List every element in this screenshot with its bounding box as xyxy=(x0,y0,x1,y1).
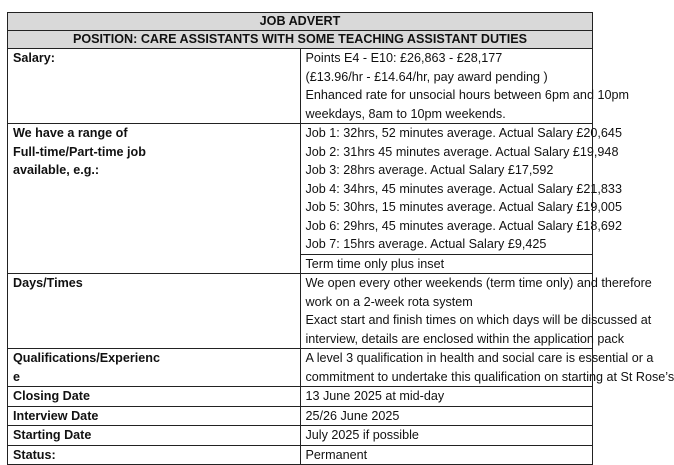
qualifications-row xyxy=(8,349,593,387)
job-item: Job 2: 31hrs 45 minutes average. Actual Salary £19,948 xyxy=(305,144,619,159)
starting-date-row xyxy=(8,426,593,446)
document-title: JOB ADVERT xyxy=(8,13,593,31)
job-item: Job 7: 15hrs average. Actual Salary £9,425 xyxy=(305,237,547,251)
jobs-label-line: We have a range of xyxy=(13,126,128,140)
days-line: We open every other weekends (term time only) and therefore xyxy=(305,276,652,290)
days-line: interview, details are enclosed within the application pack xyxy=(305,331,625,346)
position-heading: POSITION: CARE ASSISTANTS WITH SOME TEACHING ASSISTANT DUTIES xyxy=(8,31,593,49)
days-line: work on a 2-week rota system xyxy=(305,294,473,309)
job-item: Job 6: 29hrs, 45 minutes average. Actual Salary £18,692 xyxy=(305,218,622,233)
status-row xyxy=(8,445,593,465)
jobs-list xyxy=(300,124,622,274)
starting-date-label: Starting Date xyxy=(8,426,301,446)
salary-label: Salary: xyxy=(8,49,301,124)
status-label: Status: xyxy=(8,445,301,465)
qualifications-label xyxy=(8,349,301,387)
title-row xyxy=(8,13,593,31)
salary-line: Points E4 - E10: £26,863 - £28,177 xyxy=(305,51,503,65)
job-advert-table xyxy=(7,12,674,465)
qualifications-label-line: e xyxy=(13,369,21,384)
interview-date-label: Interview Date xyxy=(8,406,301,426)
days-label: Days/Times xyxy=(8,274,301,349)
qualifications-line: A level 3 qualification in health and social care is essential or a xyxy=(305,351,654,365)
salary-line: weekdays, 8am to 10pm weekends. xyxy=(305,106,506,121)
status-value: Permanent xyxy=(300,445,593,465)
jobs-label xyxy=(8,124,301,274)
jobs-label-line: available, e.g.: xyxy=(13,163,100,177)
days-line: Exact start and finish times on which days will be discussed at xyxy=(305,313,652,327)
days-value xyxy=(300,274,652,349)
position-row xyxy=(8,31,593,49)
job-item: Job 4: 34hrs, 45 minutes average. Actual Salary £21,833 xyxy=(305,181,622,196)
job-item: Job 1: 32hrs, 52 minutes average. Actual Salary £20,645 xyxy=(305,126,622,140)
jobs-label-line: Full-time/Part-time job xyxy=(13,144,146,159)
job-item: Job 3: 28hrs average. Actual Salary £17,592 xyxy=(305,163,554,177)
closing-date-value: 13 June 2025 at mid-day xyxy=(300,387,593,407)
closing-date-label: Closing Date xyxy=(8,387,301,407)
interview-date-value: 25/26 June 2025 xyxy=(300,406,593,426)
qualifications-value xyxy=(300,349,674,387)
qualifications-line: commitment to undertake this qualification on starting at St Rose’s xyxy=(305,369,674,384)
starting-date-value: July 2025 if possible xyxy=(300,426,593,446)
jobs-row xyxy=(8,124,593,274)
term-time-note: Term time only plus inset xyxy=(301,254,593,274)
interview-date-row xyxy=(8,406,593,426)
salary-line: Enhanced rate for unsocial hours between 6pm and 10pm xyxy=(305,88,629,102)
closing-date-row xyxy=(8,387,593,407)
salary-row xyxy=(8,49,593,124)
days-row xyxy=(8,274,593,349)
qualifications-label-line: Qualifications/Experienc xyxy=(13,351,160,365)
salary-line: (£13.96/hr - £14.64/hr, pay award pending ) xyxy=(305,69,548,84)
job-item: Job 5: 30hrs, 15 minutes average. Actual Salary £19,005 xyxy=(305,200,622,214)
job-advert-document xyxy=(7,12,674,465)
salary-value xyxy=(300,49,629,124)
